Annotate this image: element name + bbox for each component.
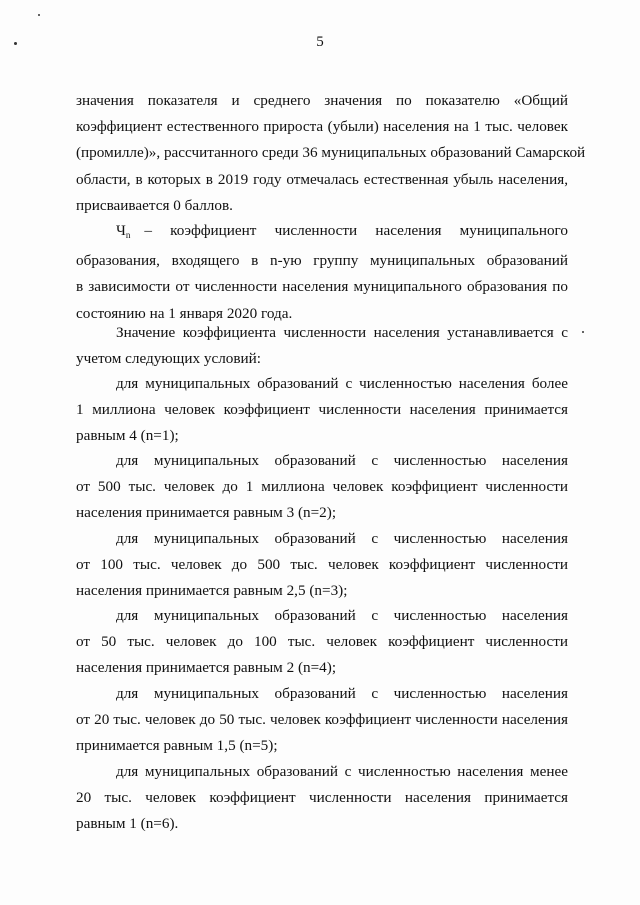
coefficient-symbol: $Ч_n$	[116, 222, 131, 240]
text-line: от 50 тыс. человек до 100 тыс. человек коэффициент численности	[76, 633, 568, 651]
text-line: – коэффициент численности населения муниципального	[144, 222, 568, 239]
scan-speck	[582, 331, 584, 333]
text-line: от 500 тыс. человек до 1 миллиона человек коэффициент численности	[76, 478, 568, 496]
condition-n6	[76, 759, 568, 838]
text-line: от 100 тыс. человек до 500 тыс. человек коэффициент численности	[76, 556, 568, 574]
text-line: для муниципальных образований с численностью населения	[116, 685, 568, 702]
condition-n2	[76, 448, 568, 527]
text-line: учетом следующих условий:	[76, 350, 262, 368]
text-line: состоянию на 1 января 2020 года.	[76, 304, 293, 322]
definition-first-line	[76, 218, 568, 248]
text-line: в зависимости от численности населения муниципального образования по	[76, 278, 568, 296]
text-line: для муниципальных образований с численностью населения	[116, 452, 568, 469]
page-number: 5	[316, 34, 324, 50]
text-line: принимается равным 1,5 (n=5);	[76, 737, 278, 755]
text-line: населения принимается равным 2 (n=4);	[76, 659, 337, 677]
condition-n4	[76, 603, 568, 682]
text-line: для муниципальных образований с численностью населения более	[116, 375, 568, 392]
text-line: коэффициент естественного прироста (убыли) населения на 1 тыс. человек	[76, 118, 568, 136]
text-line: 1 миллиона человек коэффициент численности населения принимается	[76, 401, 568, 419]
paragraph-conditions-intro	[76, 320, 568, 372]
text-line: населения принимается равным 2,5 (n=3);	[76, 582, 348, 600]
text-line: (промилле)», рассчитанного среди 36 муниципальных образований Самарской	[76, 144, 586, 162]
text-line: 20 тыс. человек коэффициент численности населения принимается	[76, 789, 568, 807]
condition-n3	[76, 526, 568, 605]
paragraph-definition	[76, 218, 568, 327]
text-line: для муниципальных образований с численностью населения	[116, 530, 568, 547]
text-line: от 20 тыс. человек до 50 тыс. человек коэффициент численности населения	[76, 711, 568, 729]
text-line: равным 4 (n=1);	[76, 427, 179, 445]
text-line: равным 1 (n=6).	[76, 815, 179, 833]
text-line: для муниципальных образований с численностью населения менее	[116, 763, 568, 780]
text-line: населения принимается равным 3 (n=2);	[76, 504, 337, 522]
text-line: для муниципальных образований с численностью населения	[116, 607, 568, 624]
condition-n5	[76, 681, 568, 760]
scan-speck	[38, 14, 40, 16]
text-line: значения показателя и среднего значения по показателю «Общий	[76, 92, 568, 109]
paragraph-continuation	[76, 88, 586, 219]
text-line: образования, входящего в n-ую группу муниципальных образований	[76, 252, 568, 270]
text-line: Значение коэффициента численности населения устанавливается с	[116, 324, 568, 341]
text-line: области, в которых в 2019 году отмечалась естественная убыль населения,	[76, 170, 568, 188]
condition-n1	[76, 371, 568, 450]
text-line: присваивается 0 баллов.	[76, 196, 233, 214]
